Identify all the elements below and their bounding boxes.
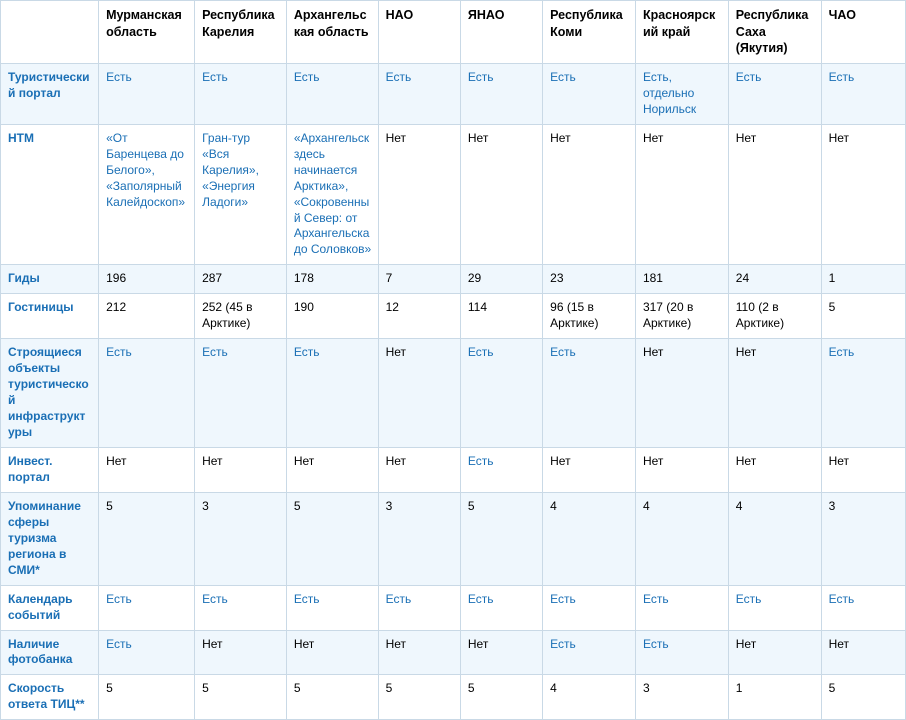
cell-value: Есть, отдельно Норильск (635, 63, 728, 124)
row-header-hotels: Гостиницы (1, 294, 99, 339)
row-header-events-calendar: Календарь событий (1, 585, 99, 630)
cell-value: 4 (543, 675, 636, 720)
cell-value: 196 (99, 265, 195, 294)
cell-value: Есть (99, 630, 195, 675)
cell-value: Нет (821, 124, 905, 265)
cell-value: 1 (728, 675, 821, 720)
cell-value: 110 (2 в Арктике) (728, 294, 821, 339)
cell-value: 5 (460, 675, 542, 720)
cell-value: Нет (460, 630, 542, 675)
cell-value: Нет (821, 447, 905, 492)
column-header-yakutiya: Республика Саха (Якутия) (728, 1, 821, 64)
cell-value: 3 (821, 492, 905, 585)
cell-value: 178 (286, 265, 378, 294)
cell-value: 4 (543, 492, 636, 585)
cell-value: Нет (728, 124, 821, 265)
cell-value: 190 (286, 294, 378, 339)
cell-value: 287 (195, 265, 287, 294)
cell-value: 5 (195, 675, 287, 720)
cell-value: Есть (286, 585, 378, 630)
cell-value: 3 (635, 675, 728, 720)
cell-value: Есть (99, 63, 195, 124)
cell-value: Нет (728, 447, 821, 492)
column-header-kareliya: Республика Карелия (195, 1, 287, 64)
cell-value: Есть (821, 585, 905, 630)
cell-value: Есть (728, 585, 821, 630)
cell-value: 1 (821, 265, 905, 294)
cell-value: Нет (378, 339, 460, 448)
cell-value: Есть (378, 585, 460, 630)
cell-value: Есть (195, 63, 287, 124)
table-row (1, 447, 906, 492)
cell-value: Нет (543, 447, 636, 492)
cell-value: Есть (543, 63, 636, 124)
cell-value: Есть (460, 585, 542, 630)
cell-value: Нет (460, 124, 542, 265)
cell-value: 5 (821, 675, 905, 720)
cell-value: Есть (286, 63, 378, 124)
cell-value: 212 (99, 294, 195, 339)
table-body (1, 63, 906, 719)
cell-value: 4 (728, 492, 821, 585)
table-row (1, 124, 906, 265)
table-header-row (1, 1, 906, 64)
table-row (1, 265, 906, 294)
cell-value: Есть (195, 339, 287, 448)
cell-value: Есть (543, 339, 636, 448)
row-header-tourist-portal: Туристический портал (1, 63, 99, 124)
cell-value: 181 (635, 265, 728, 294)
cell-value: 5 (99, 492, 195, 585)
cell-value: Нет (635, 339, 728, 448)
cell-value: Есть (728, 63, 821, 124)
cell-value: Нет (286, 630, 378, 675)
table-row (1, 585, 906, 630)
cell-value: Нет (543, 124, 636, 265)
cell-value: 5 (460, 492, 542, 585)
cell-value: 5 (821, 294, 905, 339)
cell-value: Есть (99, 585, 195, 630)
cell-value: 5 (286, 492, 378, 585)
cell-value: Нет (378, 447, 460, 492)
cell-value: Есть (99, 339, 195, 448)
cell-value: 12 (378, 294, 460, 339)
cell-value: Нет (378, 630, 460, 675)
cell-value: 23 (543, 265, 636, 294)
cell-value: Нет (635, 124, 728, 265)
cell-value: Нет (378, 124, 460, 265)
cell-value: 317 (20 в Арктике) (635, 294, 728, 339)
cell-value: 3 (378, 492, 460, 585)
cell-value: Нет (728, 630, 821, 675)
table-row (1, 294, 906, 339)
cell-value: Есть (195, 585, 287, 630)
column-header-corner (1, 1, 99, 64)
row-header-tic-response-speed: Скорость ответа ТИЦ** (1, 675, 99, 720)
cell-value: Нет (635, 447, 728, 492)
cell-value: Нет (195, 447, 287, 492)
table-row (1, 630, 906, 675)
column-header-nao: НАО (378, 1, 460, 64)
cell-value: 96 (15 в Арктике) (543, 294, 636, 339)
cell-value: Есть (821, 63, 905, 124)
cell-value: 5 (378, 675, 460, 720)
cell-value: Есть (460, 63, 542, 124)
column-header-chao: ЧАО (821, 1, 905, 64)
cell-value: Есть (635, 630, 728, 675)
column-header-krasnoyarsk: Красноярский край (635, 1, 728, 64)
cell-value: Есть (543, 585, 636, 630)
cell-value: 5 (99, 675, 195, 720)
cell-value: Нет (728, 339, 821, 448)
row-header-ntm: НТМ (1, 124, 99, 265)
cell-value: Есть (821, 339, 905, 448)
column-header-yanao: ЯНАО (460, 1, 542, 64)
cell-value: Есть (378, 63, 460, 124)
cell-value: Нет (286, 447, 378, 492)
table-row (1, 675, 906, 720)
column-header-murmansk: Мурманская область (99, 1, 195, 64)
cell-value: «От Баренцева до Белого», «Заполярный Калейдоскоп» (99, 124, 195, 265)
row-header-guides: Гиды (1, 265, 99, 294)
cell-value: 29 (460, 265, 542, 294)
row-header-invest-portal: Инвест. портал (1, 447, 99, 492)
cell-value: 7 (378, 265, 460, 294)
cell-value: «Архангельск здесь начинается Арктика», «Сокровенный Север: от Архангельска до Соловков» (286, 124, 378, 265)
column-header-komi: Республика Коми (543, 1, 636, 64)
cell-value: Есть (460, 339, 542, 448)
cell-value: 3 (195, 492, 287, 585)
cell-value: Есть (460, 447, 542, 492)
cell-value: 24 (728, 265, 821, 294)
row-header-photobank: Наличие фотобанка (1, 630, 99, 675)
table-row (1, 339, 906, 448)
table-row (1, 63, 906, 124)
table-row (1, 492, 906, 585)
cell-value: Есть (543, 630, 636, 675)
row-header-infrastructure-under-construction: Строящиеся объекты туристической инфраструктуры (1, 339, 99, 448)
row-header-media-mentions: Упоминание сферы туризма региона в СМИ* (1, 492, 99, 585)
column-header-arkhangelsk: Архангельская область (286, 1, 378, 64)
cell-value: Нет (195, 630, 287, 675)
cell-value: Есть (635, 585, 728, 630)
cell-value: 252 (45 в Арктике) (195, 294, 287, 339)
cell-value: Нет (821, 630, 905, 675)
cell-value: Гран-тур «Вся Карелия», «Энергия Ладоги» (195, 124, 287, 265)
cell-value: Нет (99, 447, 195, 492)
cell-value: 5 (286, 675, 378, 720)
cell-value: 4 (635, 492, 728, 585)
cell-value: 114 (460, 294, 542, 339)
cell-value: Есть (286, 339, 378, 448)
